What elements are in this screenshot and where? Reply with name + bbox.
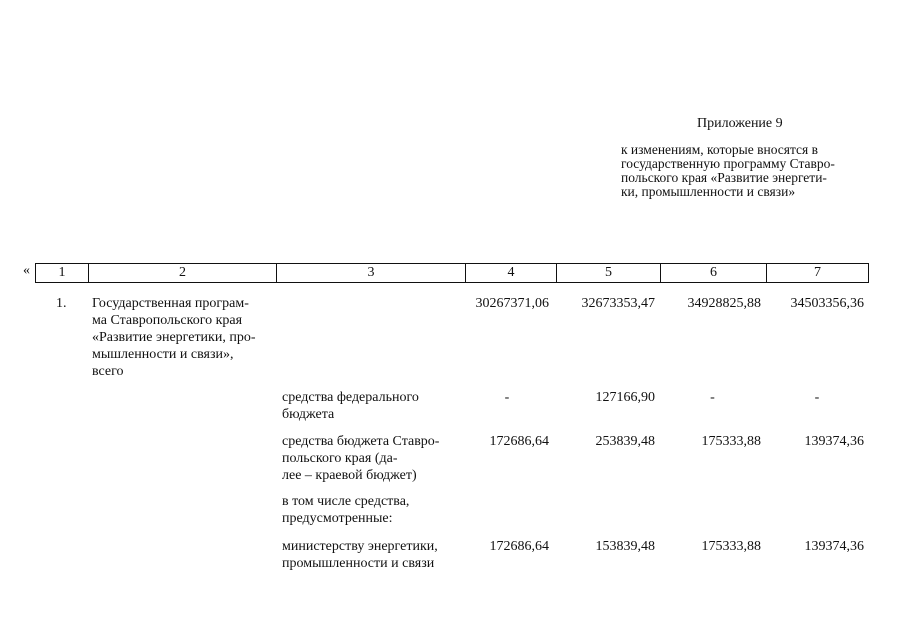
federal-value-4: -	[504, 390, 510, 405]
header-cell-1: 1	[36, 264, 89, 283]
header-cell-3: 3	[277, 264, 466, 283]
source-including-label	[282, 493, 459, 527]
regional-value-5: 253839,48	[595, 434, 655, 449]
federal-value-5: 127166,90	[595, 390, 655, 405]
program-name-line: Государственная програм-	[92, 296, 249, 311]
header-cell-6: 6	[661, 264, 767, 283]
program-name-line: всего	[92, 364, 124, 379]
source-line: министерству энергетики,	[282, 539, 438, 554]
total-value-year-6: 34928825,88	[687, 296, 761, 311]
source-ministry	[282, 538, 459, 572]
source-line: предусмотренные:	[282, 511, 393, 526]
source-line: промышленности и связи	[282, 556, 435, 571]
header-cell-4: 4	[466, 264, 557, 283]
appendix-description	[621, 143, 866, 199]
ministry-value-6: 175333,88	[701, 539, 761, 554]
federal-value-7: -	[814, 390, 820, 405]
appendix-line: государственную программу Ставро-	[621, 156, 835, 171]
ministry-value-5: 153839,48	[595, 539, 655, 554]
source-line: лее – краевой бюджет)	[282, 468, 417, 483]
total-value-year-7: 34503356,36	[790, 296, 864, 311]
source-line: бюджета	[282, 407, 335, 422]
appendix-line: к изменениям, которые вносятся в	[621, 142, 819, 157]
total-value-year-4: 30267371,06	[475, 296, 549, 311]
program-name-line: «Развитие энергетики, про-	[92, 330, 256, 345]
source-line: в том числе средства,	[282, 494, 410, 509]
opening-quote-mark: «	[23, 263, 30, 278]
appendix-line: польского края «Развитие энергети-	[621, 170, 827, 185]
source-line: польского края (да-	[282, 451, 398, 466]
header-cell-7: 7	[767, 264, 869, 283]
source-federal-budget	[282, 389, 459, 423]
source-line: средства федерального	[282, 390, 419, 405]
program-name	[92, 295, 272, 380]
column-number-header	[35, 263, 869, 283]
source-line: средства бюджета Ставро-	[282, 434, 440, 449]
ministry-value-4: 172686,64	[489, 539, 549, 554]
ministry-value-7: 139374,36	[804, 539, 864, 554]
regional-value-4: 172686,64	[489, 434, 549, 449]
total-value-year-5: 32673353,47	[581, 296, 655, 311]
regional-value-7: 139374,36	[804, 434, 864, 449]
appendix-line: ки, промышленности и связи»	[621, 184, 796, 199]
program-name-line: мышленности и связи»,	[92, 347, 234, 362]
regional-value-6: 175333,88	[701, 434, 761, 449]
header-cell-2: 2	[89, 264, 277, 283]
source-regional-budget	[282, 433, 459, 484]
appendix-title: Приложение 9	[697, 116, 783, 131]
header-cell-5: 5	[557, 264, 661, 283]
program-name-line: ма Ставропольского края	[92, 313, 243, 328]
row-number: 1.	[56, 296, 67, 311]
header-row	[36, 264, 869, 283]
federal-value-6: -	[710, 390, 715, 405]
